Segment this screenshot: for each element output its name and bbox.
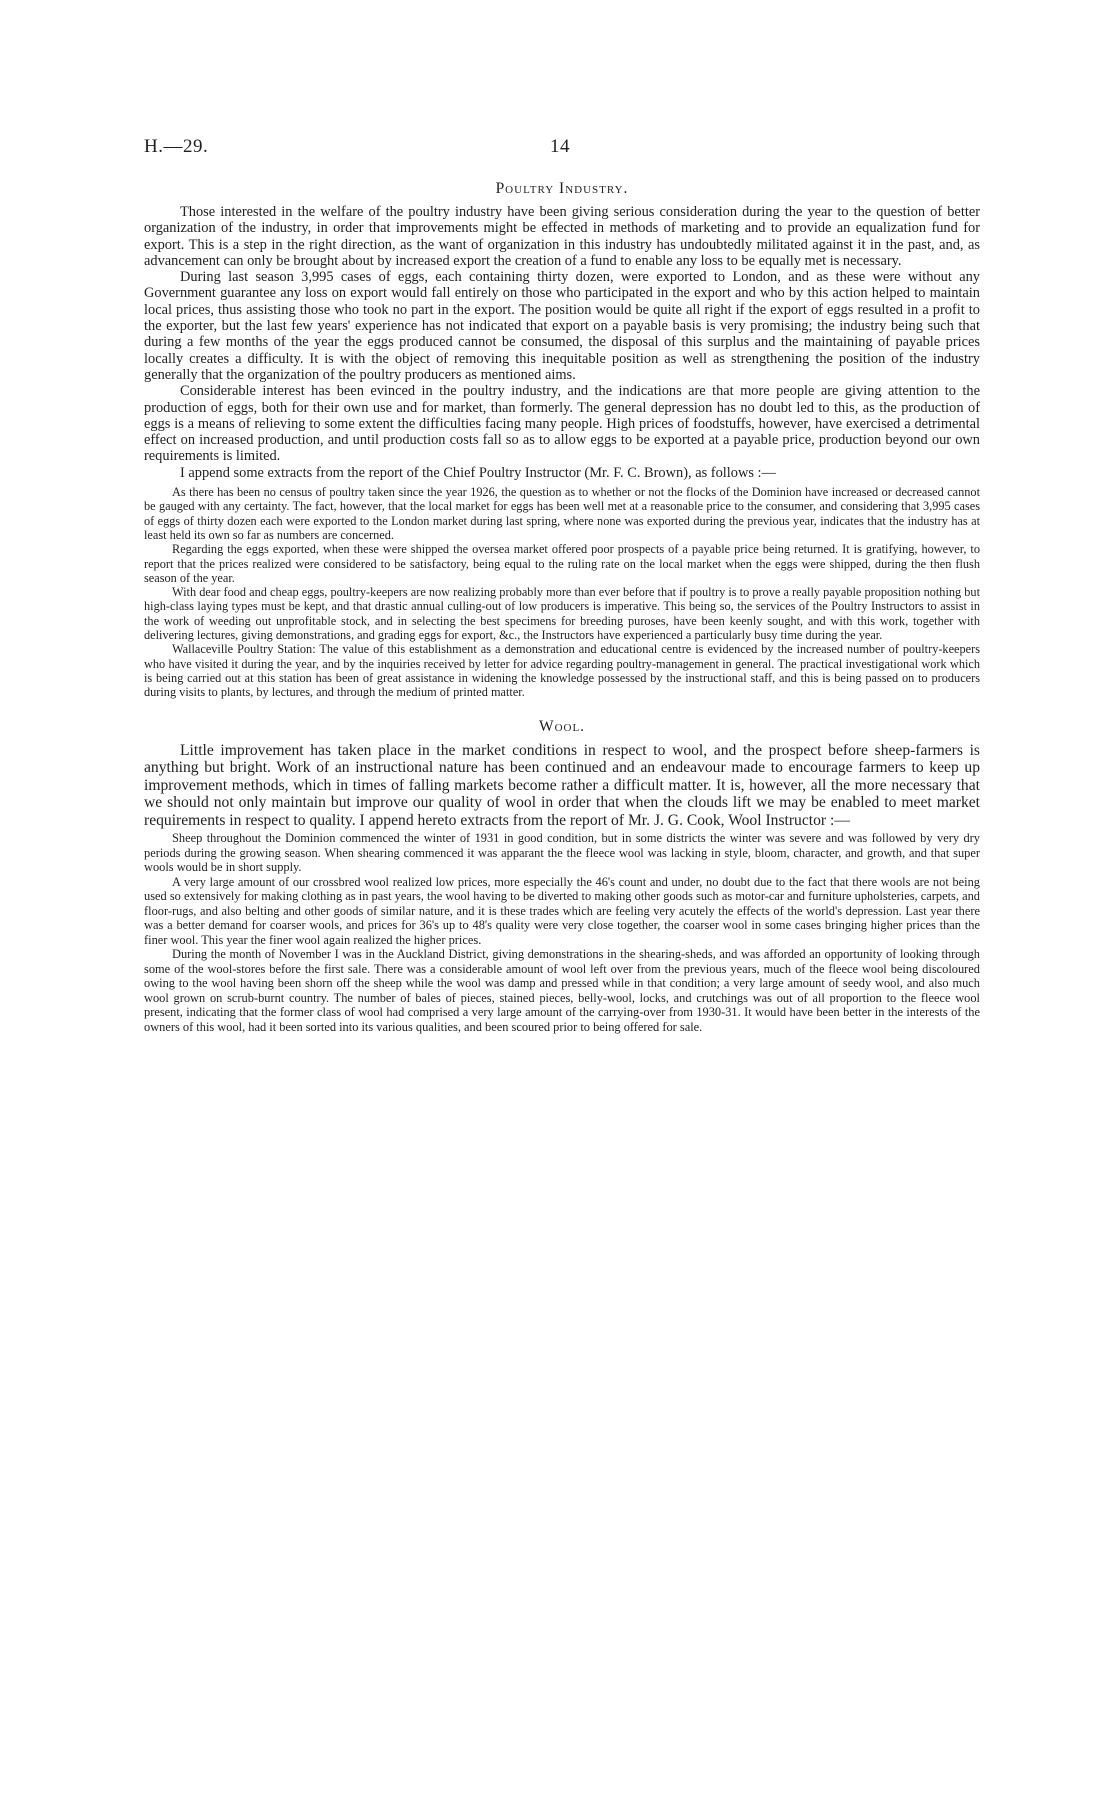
section-title-wool: Wool.	[538, 717, 586, 735]
quote-paragraph: A very large amount of our crossbred wool realized low prices, more especially the 46's count and under, no doubt due to the fact that there wools are not being used so extensively for making clothing as in past years, the wool having to be diverted to making other goods such as motor-car and furniture upholsteries, carpets, and floor-rugs, and also belting and other goods of similar nature, and it is these trades which are feeling very acutely the effects of the world's depression. Last year there was a better demand for coarser wools, and prices for 36's up to 48's quality were very close together, the coarser wool in some cases bringing higher prices than the finer wool. This year the finer wool again realized the higher prices.	[144, 874, 980, 947]
section-title-poultry: Poultry Industry.	[495, 180, 629, 197]
quote-paragraph: With dear food and cheap eggs, poultry-keepers are now realizing probably more than ever before that if poultry is to prove a really payable proposition nothing but high-class laying types must be kept, and that drastic annual culling-out of low producers is imperative. This being so, the services of the Poultry Instructors to assist in the work of weeding out unprofitable stock, and in selecting the best specimens for breeding puroses, have been keenly sought, and with this work, together with delivering lectures, giving demonstrations, and grading eggs for export, &c., the Instructors have experienced a particularly busy time during the year.	[144, 585, 980, 643]
report-reference: H.—29.	[144, 136, 209, 157]
quote-paragraph: Regarding the eggs exported, when these were shipped the oversea market offered poor prospects of a payable price being returned. It is gratifying, however, to report that the prices realized were considered to be satisfactory, being equal to the ruling rate on the local market when the eggs were shipped, during the then flush season of the year.	[144, 542, 980, 585]
page-header	[144, 136, 980, 166]
wool-report-extract	[144, 831, 980, 1034]
quote-paragraph: Wallaceville Poultry Station: The value of this establishment as a demonstration and educational centre is evidenced by the increased number of poultry-keepers who have visited it during the year, and by the inquiries received by letter for advice regarding poultry-management in general. The practical investigational work which is being carried out at this station has been of great assistance in widening the knowledge possessed by the instructional staff, and this is being passed on to producers during visits to plants, by lectures, and through the medium of printed matter.	[144, 642, 980, 700]
poultry-report-extract	[144, 485, 980, 699]
poultry-body	[144, 204, 980, 481]
paragraph: I append some extracts from the report of the Chief Poultry Instructor (Mr. F. C. Brown), as follows :—	[180, 464, 776, 481]
paragraph: Little improvement has taken place in the market conditions in respect to wool, and the prospect before sheep-farmers is anything but bright. Work of an instructional nature has been continued and an endeavour made to encourage farmers to keep up improvement methods, which in times of falling markets become rather a difficult matter. It is, however, all the more necessary that we should not only maintain but improve our quality of wool in order that when the clouds lift we may be enabled to meet market requirements in respect to quality. I append hereto extracts from the report of Mr. J. G. Cook, Wool Instructor :—	[144, 741, 980, 829]
paragraph: Those interested in the welfare of the poultry industry have been giving serious consideration during the year to the question of better organization of the industry, in order that improvements might be effected in methods of marketing and to provide an equalization fund for export. This is a step in the right direction, as the want of organization in this industry has undoubtedly militated against it in the past, and, as advancement can only be brought about by increased export the creation of a fund to enable any loss to be equally met is necessary.	[144, 204, 980, 269]
page-number: 14	[550, 136, 570, 157]
quote-paragraph: During the month of November I was in the Auckland District, giving demonstrations in the shearing-sheds, and was afforded an opportunity of looking through some of the wool-stores before the first sale. There was a considerable amount of wool left over from the previous years, much of the fleece wool being discoloured owing to the wool having been shorn off the sheep while the wool was damp and pressed while in that condition; a very large amount of seedy wool, and also much wool grown on scrub-burnt country. The number of bales of pieces, stained pieces, belly-wool, locks, and crutchings was out of all proportion to the fleece wool present, indicating that the former class of wool had comprised a very large amount of the carrying-over from 1930-31. It would have been better in the interests of the owners of this wool, had it been sorted into its various qualities, and been scoured prior to being offered for sale.	[144, 947, 980, 1034]
paragraph: During last season 3,995 cases of eggs, each containing thirty dozen, were exported to London, and as these were without any Government guarantee any loss on export would fall entirely on those who participated in the export and who by this action helped to maintain local prices, thus assisting those who took no part in the export. The position would be quite all right if the export of eggs resulted in a profit to the exporter, but the last few years' experience has not indicated that export on a payable basis is very promising; the industry being such that during a few months of the year the eggs produced cannot be consumed, the disposal of this surplus and the maintaining of payable prices locally creates a difficulty. It is with the object of removing this inequitable position as well as strengthening the position of the industry generally that the organization of the poultry producers as mentioned aims.	[144, 269, 980, 383]
quote-paragraph: As there has been no census of poultry taken since the year 1926, the question as to whether or not the flocks of the Dominion have increased or decreased cannot be gauged with any certainty. The fact, however, that the local market for eggs has been well met at a reasonable price to the consumer, and considering that 3,995 cases of eggs of thirty dozen each were exported to the London market during last spring, where none was exported during the previous year, indicates that the industry has at least held its own so far as numbers are concerned.	[144, 485, 980, 542]
wool-body	[144, 742, 980, 830]
quote-paragraph: Sheep throughout the Dominion commenced the winter of 1931 in good condition, but in some districts the winter was severe and was followed by very dry periods during the growing season. When shearing commenced it was apparant the the fleece wool was lacking in style, bloom, character, and growth, and that super wools would be in short supply.	[144, 831, 980, 875]
document-page	[144, 136, 980, 1034]
paragraph: Considerable interest has been evinced in the poultry industry, and the indications are that more people are giving attention to the production of eggs, both for their own use and for market, than formerly. The general depression has no doubt led to this, as the production of eggs is a means of relieving to some extent the difficulties facing many people. High prices of foodstuffs, however, have exercised a detrimental effect on increased production, and until production costs fall so as to allow eggs to be exported at a payable price, production beyond our own requirements is limited.	[144, 383, 980, 465]
